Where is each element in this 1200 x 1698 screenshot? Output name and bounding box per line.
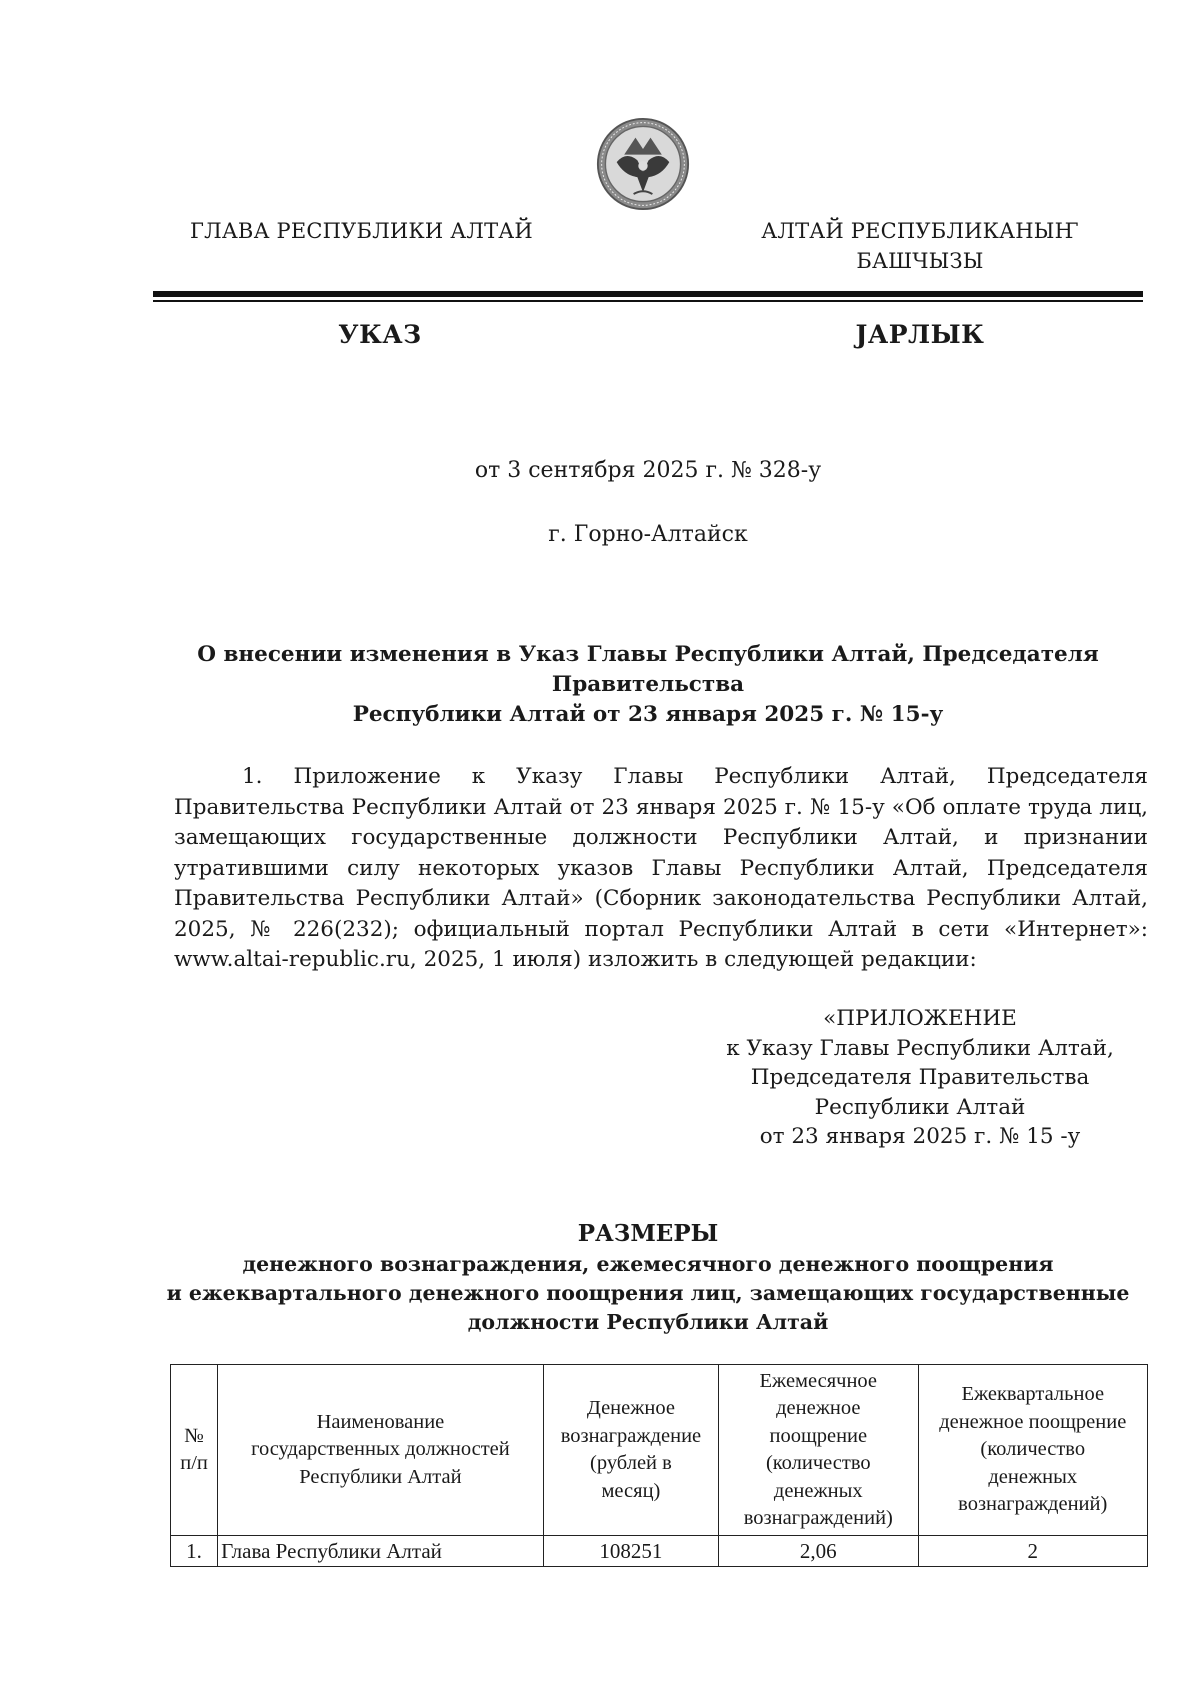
- header-divider-thick: [153, 291, 1143, 297]
- decree-city: г. Горно-Алтайск: [548, 522, 748, 547]
- cell-number: 1.: [171, 1536, 218, 1567]
- col-header-quarterly-bonus: Ежеквартальное денежное поощрение (количество денежных вознаграждений): [918, 1365, 1148, 1536]
- doc-type-ru: УКАЗ: [338, 320, 422, 349]
- appendix-line5: от 23 января 2025 г. № 15 -у: [759, 1124, 1081, 1149]
- header-divider-thin: [153, 300, 1143, 302]
- cell-monthly-bonus: 2,06: [719, 1536, 918, 1567]
- cell-position: Глава Республики Алтай: [218, 1536, 544, 1567]
- appendix-line3: Председателя Правительства: [750, 1065, 1090, 1090]
- appendix-line4: Республики Алтай: [814, 1094, 1026, 1120]
- col-header-salary: Денежное вознаграждение (рублей в месяц): [543, 1365, 718, 1536]
- cell-quarterly-bonus: 2: [918, 1536, 1148, 1567]
- decree-paragraph-1: 1. Приложение к Указу Главы Республики Алтай, Председателя Правительства Республики Алтай от 23 января 2025 г. № 15-у «Об оплате труда лиц, замещающих государственные должности Республики Алтай, и признании утратившими силу некоторых указов Главы Республики Алтай, Председателя Правительства Республики Алтай» (Сборник законодательства Республики Алтай, 2025, № 226(232); официальный портал Республики Алтай в сети «Интернет»: www.altai-republic.ru, 2025, 1 июля) изложить в следующей редакции:: [174, 764, 1148, 972]
- remuneration-table: [170, 1364, 1148, 1567]
- cell-salary: 108251: [543, 1536, 718, 1567]
- coat-of-arms-icon: [596, 117, 690, 211]
- decree-date-number: от 3 сентября 2025 г. № 328-у: [474, 458, 822, 483]
- header-right-title-line2: БАШЧЫЗЫ: [856, 249, 984, 273]
- header-right-title-line1: АЛТАЙ РЕСПУБЛИКАНЫҤ: [761, 219, 1079, 243]
- appendix-line1: «ПРИЛОЖЕНИЕ: [823, 1006, 1017, 1031]
- table-header-row: [171, 1365, 1148, 1536]
- sizes-title: РАЗМЕРЫ: [577, 1220, 719, 1247]
- header-right-title: [740, 216, 1100, 276]
- decree-title-line1: О внесении изменения в Указ Главы Республики Алтай, Председателя Правительства: [197, 642, 1099, 697]
- col-header-number: № п/п: [171, 1365, 218, 1536]
- sizes-line1: денежного вознаграждения, ежемесячного денежного поощрения: [242, 1252, 1054, 1276]
- table-row: [171, 1536, 1148, 1567]
- col-header-monthly-bonus: Ежемесячное денежное поощрение (количество денежных вознаграждений): [719, 1365, 918, 1536]
- decree-title-line2: Республики Алтай от 23 января 2025 г. № 15-у: [352, 702, 944, 727]
- header-left-title: ГЛАВА РЕСПУБЛИКИ АЛТАЙ: [190, 219, 533, 243]
- col-header-position: Наименование государственных должностей Республики Алтай: [218, 1365, 544, 1536]
- appendix-block: [690, 1004, 1150, 1152]
- sizes-line3: должности Республики Алтай: [467, 1310, 829, 1334]
- sizes-line2: и ежеквартального денежного поощрения лиц, замещающих государственные: [166, 1281, 1130, 1305]
- appendix-line2: к Указу Главы Республики Алтай,: [726, 1035, 1114, 1061]
- sizes-heading: [153, 1218, 1143, 1337]
- doc-type-alt: ЈАРЛЫК: [855, 320, 985, 349]
- decree-title: [153, 640, 1143, 730]
